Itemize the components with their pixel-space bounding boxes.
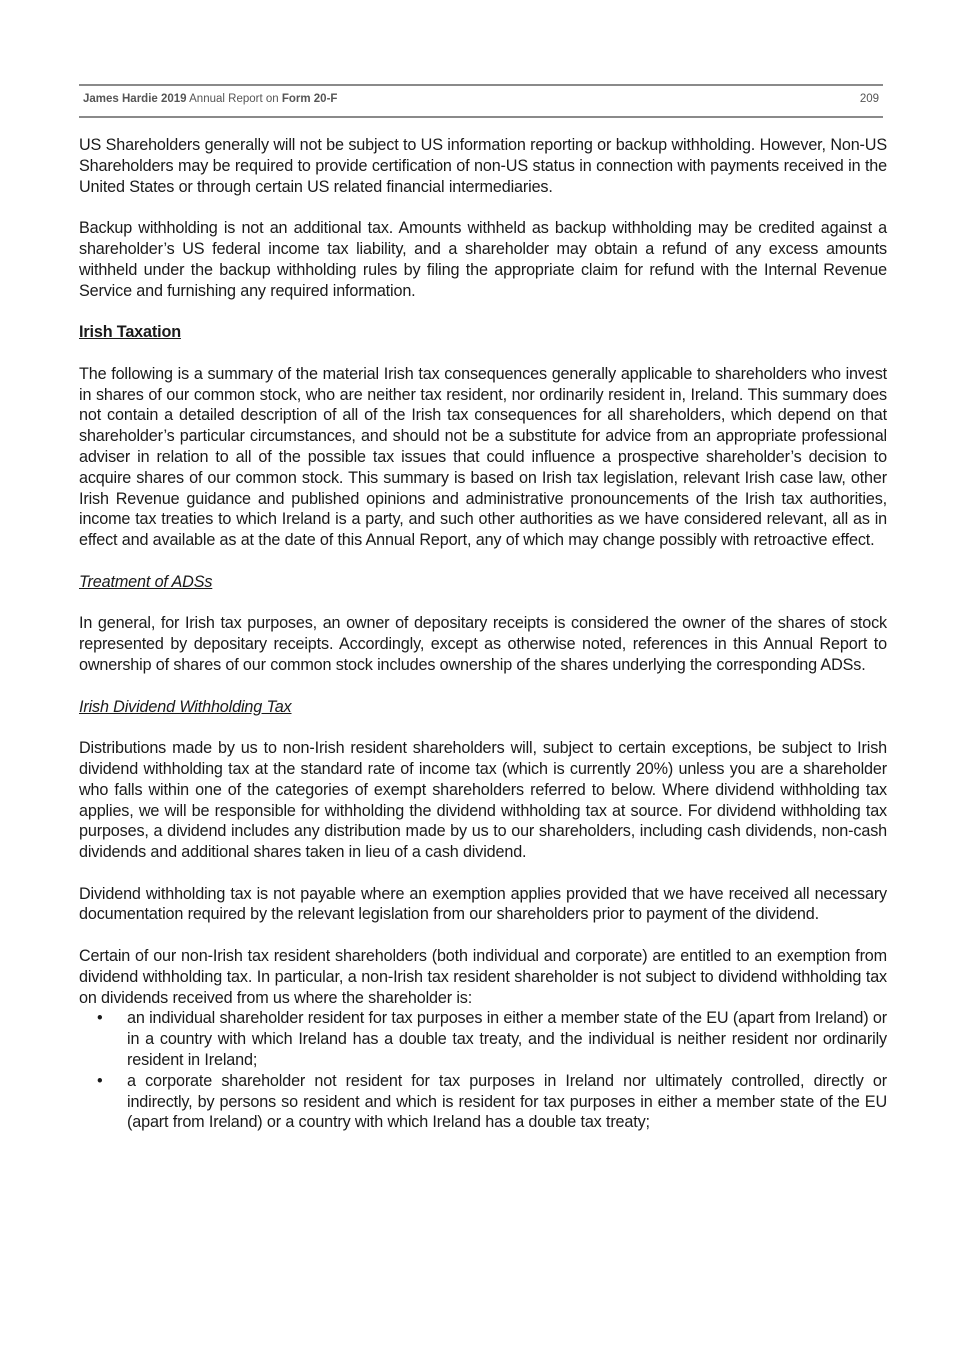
list-item: • a corporate shareholder not resident for tax purposes in Ireland nor ultimately controlled, directly or indirectly, by persons so resident and which is resident for tax purposes in either a member state of the EU (apart from Ireland) or a country with which Ireland has a double tax treaty; [97,1071,887,1132]
header-bottom-rule [79,116,883,118]
paragraph: Distributions made by us to non-Irish resident shareholders will, subject to certain exceptions, be subject to Irish dividend withholding tax at the standard rate of income tax (which is currently 20%) unless you are a shareholder who falls within one of the categories of exempt shareholders referred to below. Where dividend withholding tax applies, we will be responsible for withholding the dividend withholding tax at source. For dividend withholding tax purposes, a dividend includes any distribution made by us to our shareholders, including cash dividends, non-cash dividends and additional shares taken in lieu of a cash dividend. [79,739,887,862]
list-item: • an individual shareholder resident for tax purposes in either a member state of the EU (apart from Ireland) or in a country with which Ireland has a double tax treaty, and the individual is neither resident nor ordinarily resident in Ireland; [97,1009,887,1070]
body-content [79,135,887,1133]
header-top-rule [79,84,883,86]
running-header [83,93,879,109]
paragraph: US Shareholders generally will not be subject to US information reporting or backup withholding. However, Non-US Shareholders may be required to provide certification of non-US status in connection with payments received in the United States or through certain US related financial intermediaries. [79,136,887,196]
page-number: 209 [859,93,879,105]
paragraph: Dividend withholding tax is not payable where an exemption applies provided that we have received all necessary documentation required by the relevant legislation from our shareholders prior to payment of the dividend. [79,884,887,924]
paragraph: Backup withholding is not an additional tax. Amounts withheld as backup withholding may be credited against a shareholder’s US federal income tax liability, and a shareholder may obtain a refund of any excess amounts withheld under the backup withholding rules by filing the appropriate claim for refund with the Internal Revenue Service and furnishing any required information. [79,219,887,300]
bullet-icon: • [97,1071,103,1090]
subheading-dividend-withholding-tax: Irish Dividend Withholding Tax [79,697,292,716]
exemption-list [79,1008,887,1133]
header-title: James Hardie 2019 Annual Report on Form 20-F [83,93,338,105]
subheading-treatment-of-adss: Treatment of ADSs [79,572,213,591]
section-heading-irish-taxation: Irish Taxation [79,323,181,342]
paragraph: Certain of our non-Irish tax resident shareholders (both individual and corporate) are entitled to an exemption from dividend withholding tax. In particular, a non-Irish tax resident shareholder is not subject to dividend withholding tax on dividends received from us where the shareholder is: [79,947,887,1007]
bullet-icon: • [97,1009,103,1028]
paragraph: The following is a summary of the material Irish tax consequences generally applicable to shareholders who invest in shares of our common stock, who are neither tax resident, nor ordinarily resident in, Ireland. This summary does not contain a detailed description of all of the Irish tax consequences for all shareholders, which depend on that shareholder’s particular circumstances, and should not be a substitute for advice from an appropriate professional adviser in relation to all of the possible tax issues that could influence a prospective shareholder’s decision to acquire shares of our common stock. This summary is based on Irish tax legislation, relevant Irish case law, other Irish Revenue guidance and published opinions and administrative pronouncements of the Irish tax authorities, income tax treaties to which Ireland is a party, and such other authorities as we have considered relevant, all as in effect and available as at the date of this Annual Report, any of which may change possibly with retroactive effect. [79,364,887,550]
paragraph: In general, for Irish tax purposes, an owner of depositary receipts is considered the owner of the shares of stock represented by depositary receipts. Accordingly, except as otherwise noted, references in this Annual Report to ownership of shares of our common stock includes ownership of the shares underlying the corresponding ADSs. [79,614,887,674]
